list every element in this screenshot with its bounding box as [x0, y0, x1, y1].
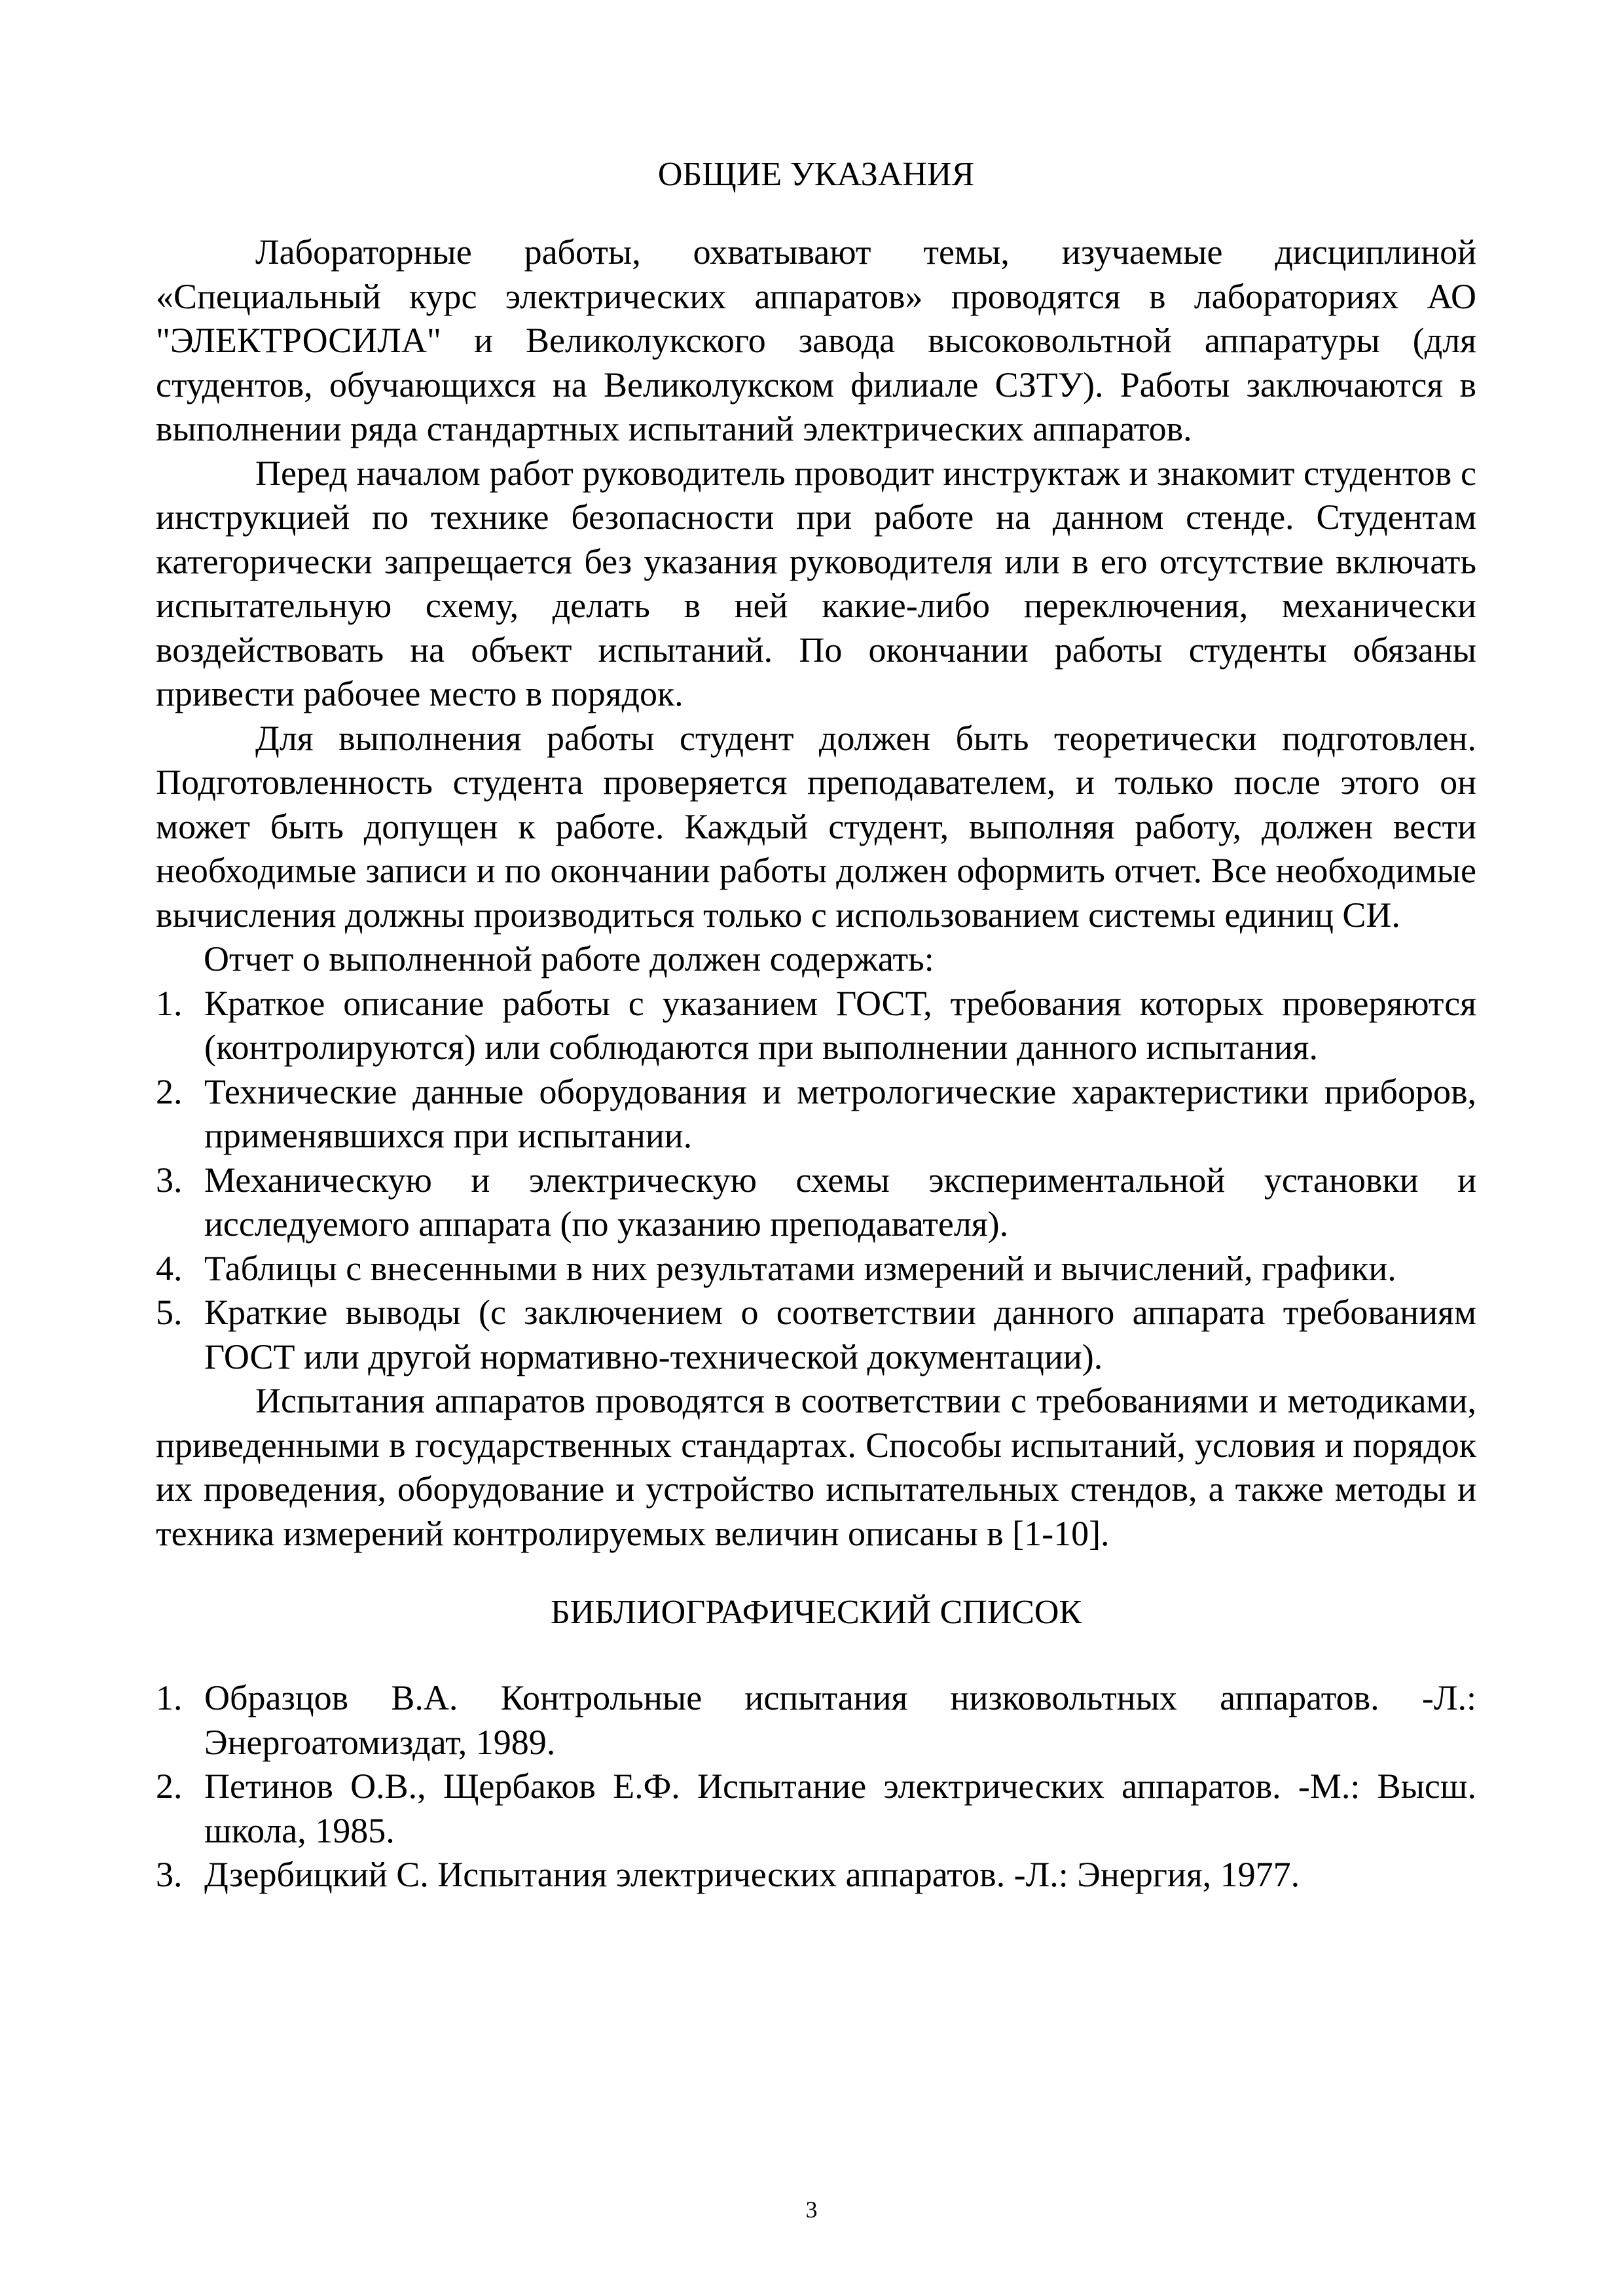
report-intro: Отчет о выполненной работе должен содержать:	[204, 939, 934, 978]
list-item: 2. Технические данные оборудования и метрологические характеристики приборов, применявшихся при испытании.	[156, 1071, 1476, 1155]
paragraph-intro: Лабораторные работы, охватывают темы, изучаемые дисциплиной «Специальный курс электрических аппаратов» проводятся в лабораториях АО "ЭЛЕКТРОСИЛА" и Великолукского завода высоковольтной аппаратуры (для студентов, обучающихся на Великолукском филиале СЗТУ). Работы заключаются в выполнении ряда стандартных испытаний электрических аппаратов.	[156, 232, 1476, 448]
bibliography-item: 2. Петинов О.В., Щербаков Е.Ф. Испытание электрических аппаратов. -М.: Высш. школа, 1985.	[156, 1767, 1476, 1850]
document-page	[156, 152, 1476, 1897]
bibliography-item: 3. Дзербицкий С. Испытания электрических аппаратов. -Л.: Энергия, 1977.	[156, 1855, 1300, 1894]
paragraph-closing: Испытания аппаратов проводятся в соответствии с требованиями и методиками, приведенными в государственных стандартах. Способы испытаний, условия и порядок их проведения, оборудование и устройство испытательных стендов, а также методы и техника измерений контролируемых величин описаны в [1-10].	[156, 1381, 1476, 1553]
report-requirements-list	[156, 982, 1476, 1380]
page-number: 3	[805, 2197, 818, 2223]
paragraph-safety: Перед началом работ руководитель проводит инструктаж и знакомит студентов с инструкцией по технике безопасности при работе на данном стенде. Студентам категорически запрещается без указания руководителя или в его отсутствие включать испытательную схему, делать в ней какие-либо переключения, механически воздействовать на объект испытаний. По окончании работы студенты обязаны привести рабочее место в порядок.	[156, 453, 1476, 713]
bibliography-list	[156, 1676, 1476, 1897]
list-item: 3. Механическую и электрическую схемы экспериментальной установки и исследуемого аппарата (по указанию преподавателя).	[156, 1160, 1476, 1244]
list-item: 1. Краткое описание работы с указанием ГОСТ, требования которых проверяются (контролируются) или соблюдаются при выполнении данного испытания.	[156, 983, 1476, 1067]
section-title-general: ОБЩИЕ УКАЗАНИЯ	[657, 156, 975, 193]
bibliography-item: 1. Образцов В.А. Контрольные испытания низковольтных аппаратов. -Л.: Энергоатомиздат, 1989.	[156, 1678, 1476, 1762]
paragraph-preparation: Для выполнения работы студент должен быть теоретически подготовлен. Подготовленность студента проверяется преподавателем, и только после этого он может быть допущен к работе. Каждый студент, выполняя работу, должен вести необходимые записи и по окончании работы должен оформить отчет. Все необходимые вычисления должны производиться только с использованием системы единиц СИ.	[156, 718, 1476, 935]
section-title-bibliography: БИБЛИОГРАФИЧЕСКИЙ СПИСОК	[550, 1594, 1082, 1631]
list-item: 4. Таблицы с внесенными в них результатами измерений и вычислений, графики.	[156, 1248, 1396, 1288]
list-item: 5. Краткие выводы (с заключением о соответствии данного аппарата требованиям ГОСТ или другой нормативно-технической документации).	[156, 1293, 1476, 1376]
